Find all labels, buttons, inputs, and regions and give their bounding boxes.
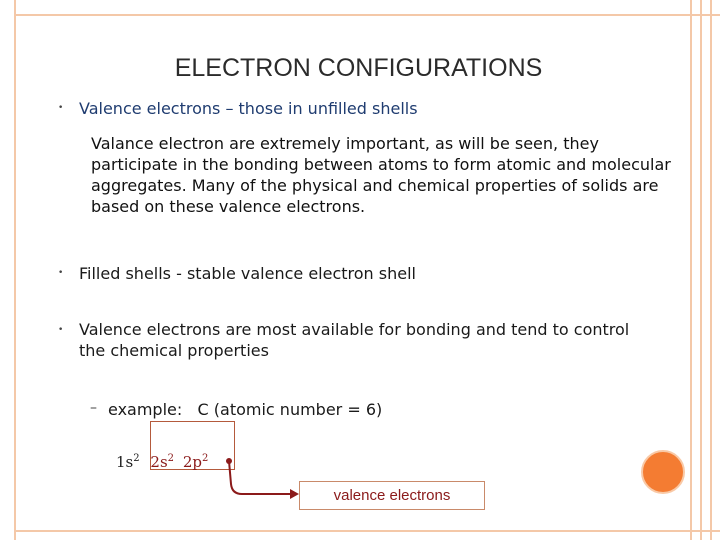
config-2s-sup: 2 — [167, 453, 175, 464]
bullet-line: the chemical properties — [79, 341, 269, 360]
bullet-line: Valence electrons are most available for bonding and tend to control — [79, 320, 630, 339]
bullet-marker: • — [58, 103, 64, 113]
paragraph-line: aggregates. Many of the physical and chemical properties of solids are — [91, 176, 659, 195]
connector-arrowhead — [290, 489, 299, 499]
orange-circle-decoration — [641, 450, 685, 494]
bullet-marker: • — [58, 325, 64, 335]
config-2s — [150, 453, 174, 471]
config-2p — [183, 453, 209, 471]
frame-bottom-line — [14, 530, 720, 532]
config-1s-label: 1s — [116, 453, 134, 471]
paragraph-line: Valance electron are extremely important, as will be seen, they — [91, 134, 599, 153]
bullet-valence-bonding — [79, 319, 699, 361]
paragraph-line: participate in the bonding between atoms to form atomic and molecular — [91, 155, 671, 174]
bullet-filled-shells: Filled shells - stable valence electron shell — [79, 264, 416, 283]
connector-line — [229, 461, 293, 494]
config-2p-label: 2p — [182, 453, 202, 471]
config-2p-sup: 2 — [201, 453, 209, 464]
config-2s-label: 2s — [150, 453, 168, 471]
slide-title: ELECTRON CONFIGURATIONS — [174, 54, 543, 82]
bullet-valence-electrons: Valence electrons – those in unfilled shells — [79, 99, 418, 118]
bullet-marker: • — [58, 268, 64, 278]
electron-configuration — [116, 453, 208, 471]
config-1s — [116, 453, 140, 471]
paragraph-line: based on these valence electrons. — [91, 197, 366, 216]
frame-top-line — [14, 14, 720, 16]
valence-electrons-label: valence electrons — [299, 481, 485, 510]
config-1s-sup: 2 — [133, 453, 140, 464]
sub-bullet-dash: – — [90, 400, 97, 416]
valence-paragraph — [91, 133, 706, 217]
example-carbon: example: C (atomic number = 6) — [108, 400, 383, 419]
